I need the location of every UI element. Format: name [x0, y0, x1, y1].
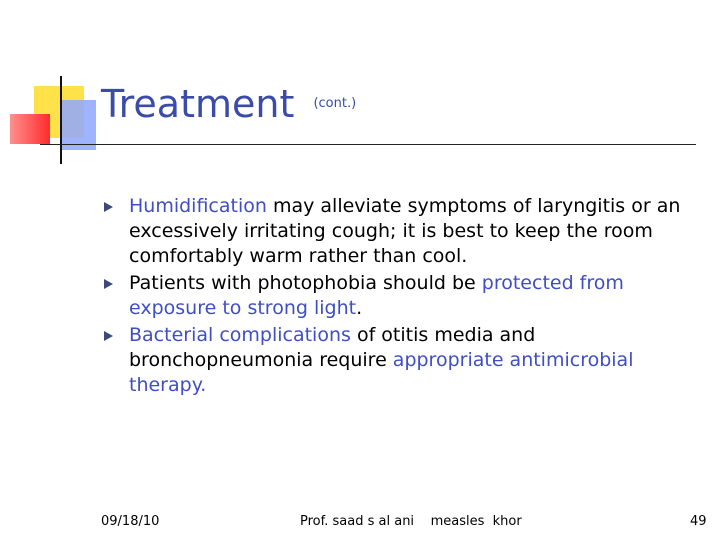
bullet-list — [104, 194, 704, 400]
decor-blue-square — [62, 100, 96, 150]
decor-vertical-line — [60, 76, 62, 164]
bullet-segment: Bacterial complications — [129, 324, 351, 346]
bullet-segment: of otitis media and bronchopneumonia require — [129, 324, 536, 371]
bullet-segment: may alleviate symptoms of laryngitis or an excessively irritating cough; it is best to keep the room comfortably warm rather than cool. — [129, 195, 681, 267]
bullet-segment: . — [356, 297, 363, 319]
bullet-text — [129, 324, 633, 396]
bullet-text — [129, 195, 680, 267]
bullet-segment: Humidification — [129, 195, 267, 217]
decor-red-square — [10, 114, 50, 144]
bullet-arrow-icon — [104, 202, 113, 212]
bullet-item — [104, 323, 704, 398]
bullet-segment: Patients with photophobia should be — [129, 272, 482, 294]
footer-author: Prof. saad s al ani measles khor — [300, 514, 522, 529]
slide-title — [101, 82, 691, 132]
footer-page-number: 49 — [690, 514, 707, 529]
bullet-item — [104, 194, 704, 269]
title-subtitle: (cont.) — [313, 96, 357, 111]
bullet-arrow-icon — [104, 279, 113, 289]
bullet-segment: appropriate antimicrobial therapy. — [129, 349, 634, 396]
footer-date: 09/18/10 — [101, 514, 160, 529]
bullet-item — [104, 271, 704, 321]
bullet-text — [129, 272, 624, 319]
title-underline — [40, 144, 696, 145]
bullet-arrow-icon — [104, 331, 113, 341]
title-text: Treatment — [101, 82, 295, 126]
bullet-segment: protected from exposure to strong light — [129, 272, 624, 319]
